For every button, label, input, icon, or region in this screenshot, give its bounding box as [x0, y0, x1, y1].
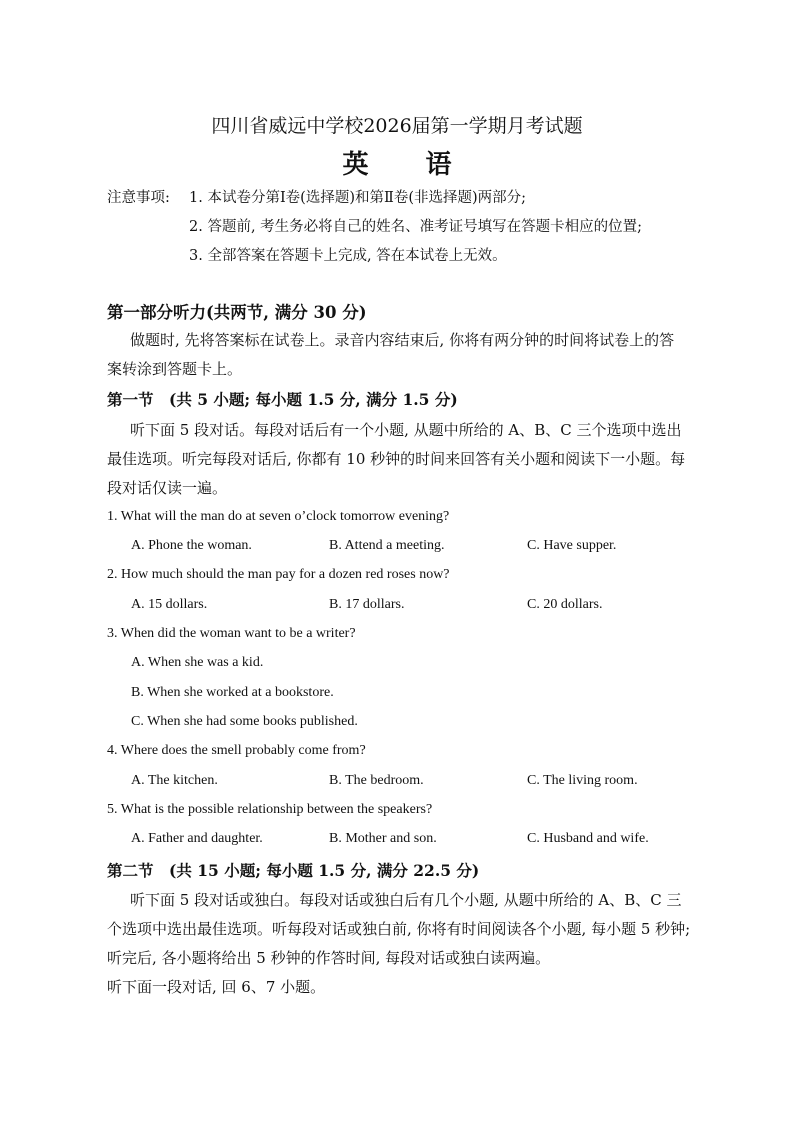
section2-heading: 第二节 (共 15 小题; 每小题 1.5 分, 满分 22.5 分) — [107, 861, 480, 880]
q5-option-b: B. Mother and son. — [329, 831, 437, 846]
q4-option-c: C. The living room. — [527, 773, 638, 788]
subject-title: 英 语 — [342, 150, 476, 180]
section2-instr-line2: 个选项中选出最佳选项。听每段对话或独白前, 你将有时间阅读各个小题, 每小题 5 秒钟; — [107, 920, 691, 938]
notice-item-3: 3. 全部答案在答题卡上完成, 答在本试卷上无效。 — [189, 248, 507, 264]
question-1: 1. What will the man do at seven o’clock tomorrow evening? — [107, 509, 450, 524]
part1-intro-line2: 案转涂到答题卡上。 — [107, 360, 243, 378]
notice-item-1: 1. 本试卷分第Ⅰ卷(选择题)和第Ⅱ卷(非选择题)两部分; — [189, 190, 527, 206]
question-2: 2. How much should the man pay for a dozen red roses now? — [107, 567, 450, 582]
q2-option-b: B. 17 dollars. — [329, 597, 405, 612]
exam-title: 四川省威远中学校2026届第一学期月考试题 — [211, 115, 583, 137]
q3-option-b: B. When she worked at a bookstore. — [131, 685, 334, 700]
section1-instr-line2: 最佳选项。听完每段对话后, 你都有 10 秒钟的时间来回答有关小题和阅读下一小题。每 — [107, 450, 686, 468]
notice-label: 注意事项: — [107, 190, 170, 206]
question-5: 5. What is the possible relationship between the speakers? — [107, 802, 433, 817]
q5-option-a: A. Father and daughter. — [131, 831, 263, 846]
section2-next-instruction: 听下面一段对话, 回 6、7 小题。 — [107, 978, 326, 996]
q2-option-c: C. 20 dollars. — [527, 597, 603, 612]
section2-instr-line3: 听完后, 各小题将给出 5 秒钟的作答时间, 每段对话或独白读两遍。 — [107, 949, 551, 967]
q3-option-a: A. When she was a kid. — [131, 655, 264, 670]
part1-intro-line1: 做题时, 先将答案标在试卷上。录音内容结束后, 你将有两分钟的时间将试卷上的答 — [130, 331, 675, 349]
q2-option-a: A. 15 dollars. — [131, 597, 208, 612]
section1-heading: 第一节 (共 5 小题; 每小题 1.5 分, 满分 1.5 分) — [107, 390, 458, 409]
q5-option-c: C. Husband and wife. — [527, 831, 649, 846]
q4-option-a: A. The kitchen. — [131, 773, 218, 788]
notice-item-2: 2. 答题前, 考生务必将自己的姓名、准考证号填写在答题卡相应的位置; — [189, 219, 643, 235]
part1-heading: 第一部分听力(共两节, 满分 30 分) — [107, 303, 367, 322]
q4-option-b: B. The bedroom. — [329, 773, 424, 788]
section1-instr-line3: 段对话仅读一遍。 — [107, 479, 228, 497]
question-3: 3. When did the woman want to be a writer? — [107, 626, 356, 641]
q1-option-a: A. Phone the woman. — [131, 538, 252, 553]
q1-option-c: C. Have supper. — [527, 538, 617, 553]
question-4: 4. Where does the smell probably come from? — [107, 743, 366, 758]
section2-instr-line1: 听下面 5 段对话或独白。每段对话或独白后有几个小题, 从题中所给的 A、B、C 三 — [130, 891, 682, 909]
q3-option-c: C. When she had some books published. — [131, 714, 358, 729]
section1-instr-line1: 听下面 5 段对话。每段对话后有一个小题, 从题中所给的 A、B、C 三个选项中选出 — [130, 421, 682, 439]
q1-option-b: B. Attend a meeting. — [329, 538, 445, 553]
